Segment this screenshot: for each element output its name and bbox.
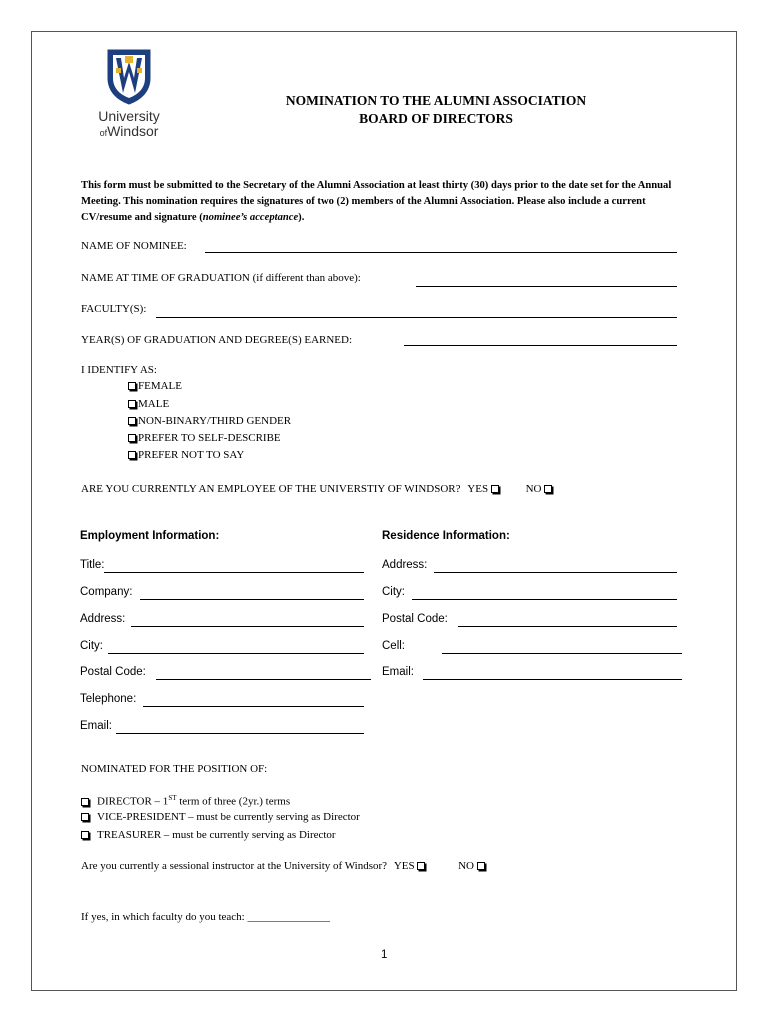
employment-address-label: Address: xyxy=(80,613,126,625)
checkbox-icon[interactable] xyxy=(81,831,89,839)
option-label: NON-BINARY/THIRD GENDER xyxy=(138,415,292,427)
option-label: PREFER TO SELF-DESCRIBE xyxy=(138,432,281,444)
employee-question-text: ARE YOU CURRENTLY AN EMPLOYEE OF THE UNIVERSTIY OF WINDSOR? xyxy=(81,483,461,495)
option-label: MALE xyxy=(138,398,170,410)
sessional-no-checkbox[interactable] xyxy=(477,862,485,870)
identify-option-male[interactable] xyxy=(128,398,169,410)
checkbox-icon[interactable] xyxy=(128,451,136,459)
employment-postal-label: Postal Code: xyxy=(80,666,146,678)
grad-name-label: NAME AT TIME OF GRADUATION (if different than above): xyxy=(81,272,361,284)
intro-paragraph xyxy=(81,178,691,226)
identify-option-self-describe[interactable] xyxy=(128,432,281,444)
grad-name-field[interactable] xyxy=(416,286,677,287)
checkbox-icon[interactable] xyxy=(81,813,89,821)
employment-telephone-field[interactable] xyxy=(143,706,364,707)
page-border xyxy=(31,31,737,991)
residence-cell-label: Cell: xyxy=(382,640,406,652)
nominee-name-field[interactable] xyxy=(205,252,677,253)
page-title-line2: BOARD OF DIRECTORS xyxy=(359,111,513,126)
employment-email-label: Email: xyxy=(80,720,112,732)
residence-postal-field[interactable] xyxy=(458,626,677,627)
treasurer-label: TREASURER – must be currently serving as Director xyxy=(97,829,336,841)
position-director[interactable] xyxy=(81,794,290,808)
employment-company-label: Company: xyxy=(80,586,133,598)
position-treasurer[interactable] xyxy=(81,829,336,841)
employee-question xyxy=(81,483,554,495)
residence-city-label: City: xyxy=(382,586,405,598)
sessional-question xyxy=(81,860,487,872)
residence-cell-field[interactable] xyxy=(442,653,682,654)
employment-city-field[interactable] xyxy=(108,653,364,654)
page-number: 1 xyxy=(381,949,388,961)
identify-label: I IDENTIFY AS: xyxy=(81,364,157,376)
logo-line-windsor xyxy=(82,123,176,139)
position-label: NOMINATED FOR THE POSITION OF: xyxy=(81,763,268,775)
vp-label: VICE-PRESIDENT – must be currently serving as Director xyxy=(97,811,360,823)
nominee-name-label: NAME OF NOMINEE: xyxy=(81,240,187,252)
page-title-line1: NOMINATION TO THE ALUMNI ASSOCIATION xyxy=(285,93,587,108)
identify-option-female[interactable] xyxy=(128,380,182,392)
sessional-question-text: Are you currently a sessional instructor at the University of Windsor? xyxy=(81,860,388,872)
option-label: PREFER NOT TO SAY xyxy=(138,449,245,461)
director-label-sup: ST xyxy=(168,794,177,802)
sessional-yes-checkbox[interactable] xyxy=(417,862,425,870)
employee-yes-label: YES xyxy=(467,483,489,495)
intro-end: ). xyxy=(298,212,305,223)
year-degree-label: YEAR(S) OF GRADUATION AND DEGREE(S) EARNED: xyxy=(81,334,353,346)
employee-yes-checkbox[interactable] xyxy=(491,485,499,493)
university-logo xyxy=(82,48,176,140)
employment-postal-field[interactable] xyxy=(156,679,371,680)
intro-text: This form must be submitted to the Secretary of the Alumni Association at least thirty (30) days prior to the date set for the Annual Meeting. This nomination requires the signatures of two (2) members of the Alumni Association. Please also include a current CV/resume and signature ( xyxy=(81,180,672,223)
employee-no-checkbox[interactable] xyxy=(544,485,552,493)
checkbox-icon[interactable] xyxy=(128,400,136,408)
residence-email-label: Email: xyxy=(382,666,414,678)
employment-title-field[interactable] xyxy=(104,572,364,573)
director-label-b: term of three (2yr.) terms xyxy=(176,795,291,808)
checkbox-icon[interactable] xyxy=(128,417,136,425)
residence-postal-label: Postal Code: xyxy=(382,613,448,625)
logo-windsor: Windsor xyxy=(107,123,159,139)
checkbox-icon[interactable] xyxy=(81,798,89,806)
employment-city-label: City: xyxy=(80,640,103,652)
residence-heading: Residence Information: xyxy=(382,530,510,542)
checkbox-icon[interactable] xyxy=(128,382,136,390)
intro-italic: nominee’s acceptance xyxy=(202,212,299,223)
year-degree-field[interactable] xyxy=(404,345,677,346)
identify-option-prefer-not[interactable] xyxy=(128,449,244,461)
checkbox-icon[interactable] xyxy=(128,434,136,442)
position-vice-president[interactable] xyxy=(81,811,360,823)
employment-address-field[interactable] xyxy=(131,626,364,627)
employee-no-label: NO xyxy=(525,483,542,495)
residence-address-label: Address: xyxy=(382,559,428,571)
logo-line-university: University xyxy=(98,108,160,124)
identify-option-nonbinary[interactable] xyxy=(128,415,291,427)
logo-of: of xyxy=(99,128,108,138)
residence-email-field[interactable] xyxy=(423,679,682,680)
employment-heading: Employment Information: xyxy=(80,530,220,542)
shield-icon xyxy=(106,48,152,106)
sessional-yes-label: YES xyxy=(393,860,415,872)
employment-email-field[interactable] xyxy=(116,733,364,734)
sessional-no-label: NO xyxy=(458,860,474,872)
faculty-field[interactable] xyxy=(156,317,677,318)
employment-title-label: Title: xyxy=(80,559,105,571)
option-label: FEMALE xyxy=(138,380,182,392)
director-label-a: DIRECTOR – 1 xyxy=(97,795,169,808)
employment-company-field[interactable] xyxy=(140,599,364,600)
residence-city-field[interactable] xyxy=(412,599,677,600)
employment-telephone-label: Telephone: xyxy=(80,693,137,705)
residence-address-field[interactable] xyxy=(434,572,677,573)
faculty-label: FACULTY(S): xyxy=(81,303,147,315)
faculty-teach-question[interactable]: If yes, in which faculty do you teach: _______________ xyxy=(81,911,330,923)
